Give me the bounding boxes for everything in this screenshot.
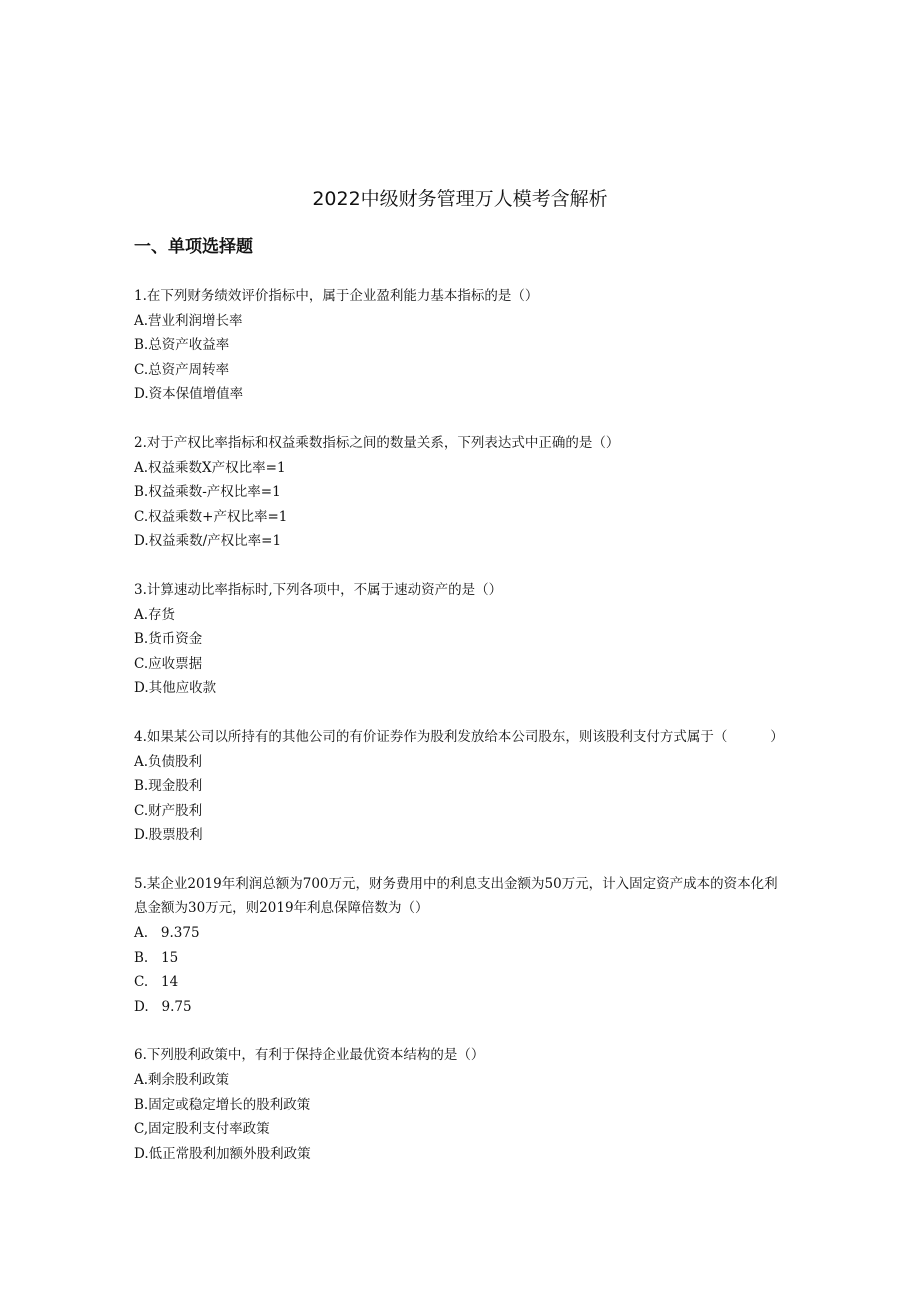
answer-option: D.低正常股利加额外股利政策 — [134, 1145, 311, 1162]
document-title: 2022中级财务管理万人模考含解析 — [312, 187, 608, 210]
question-1 — [134, 284, 788, 407]
section-heading: 一、单项选择题 — [134, 237, 253, 257]
answer-option: A.剩余股利政策 — [134, 1072, 230, 1089]
answer-option: C.应收票据 — [134, 655, 203, 672]
question-stem: 4.如果某公司以所持有的其他公司的有价证券作为股利发放给本公司股东，则该股利支付方式属于（ ） — [134, 728, 784, 745]
answer-option: B.现金股利 — [134, 778, 203, 795]
answer-option: B.权益乘数-产权比率=1 — [134, 484, 281, 501]
question-4 — [134, 725, 788, 848]
question-3 — [134, 578, 788, 701]
question-5 — [134, 872, 788, 1020]
question-list — [134, 284, 788, 1190]
answer-option: D.股票股利 — [134, 827, 203, 844]
question-stem: 3.计算速动比率指标时,下列各项中，不属于速动资产的是（） — [134, 581, 503, 598]
answer-option: B.总资产收益率 — [134, 337, 230, 354]
answer-option: D.其他应收款 — [134, 680, 217, 697]
answer-option: B.货币资金 — [134, 631, 203, 648]
question-stem: 6.下列股利政策中，有利于保持企业最优资本结构的是（） — [134, 1047, 485, 1064]
question-6 — [134, 1043, 788, 1166]
question-stem: 5.某企业2019年利润总额为700万元，财务费用中的利息支出金额为50万元，计入固定资产成本的资本化利息金额为30万元，则2019年利息保障倍数为（） — [134, 875, 778, 917]
answer-option: C.财产股利 — [134, 802, 203, 819]
answer-option: A.权益乘数X产权比率=1 — [134, 459, 286, 476]
answer-option: A.营业利润增长率 — [134, 312, 243, 329]
answer-option: D.资本保值增值率 — [134, 386, 244, 403]
answer-option: D. 9.75 — [134, 998, 192, 1015]
answer-option: C.总资产周转率 — [134, 361, 230, 378]
answer-option: A. 9.375 — [134, 925, 200, 942]
question-stem: 2.对于产权比率指标和权益乘数指标之间的数量关系，下列表达式中正确的是（） — [134, 434, 620, 451]
answer-option: C.权益乘数+产权比率=1 — [134, 508, 288, 525]
question-2 — [134, 431, 788, 554]
answer-option: B.固定或稳定增长的股利政策 — [134, 1096, 311, 1113]
answer-option: B. 15 — [134, 949, 179, 966]
question-stem: 1.在下列财务绩效评价指标中，属于企业盈利能力基本指标的是（） — [134, 288, 539, 304]
answer-option: A.负债股利 — [134, 753, 203, 770]
answer-option: A.存货 — [134, 606, 176, 623]
answer-option: C,固定股利支付率政策 — [134, 1121, 270, 1138]
answer-option: D.权益乘数/产权比率=1 — [134, 533, 282, 550]
answer-option: C. 14 — [134, 974, 179, 991]
